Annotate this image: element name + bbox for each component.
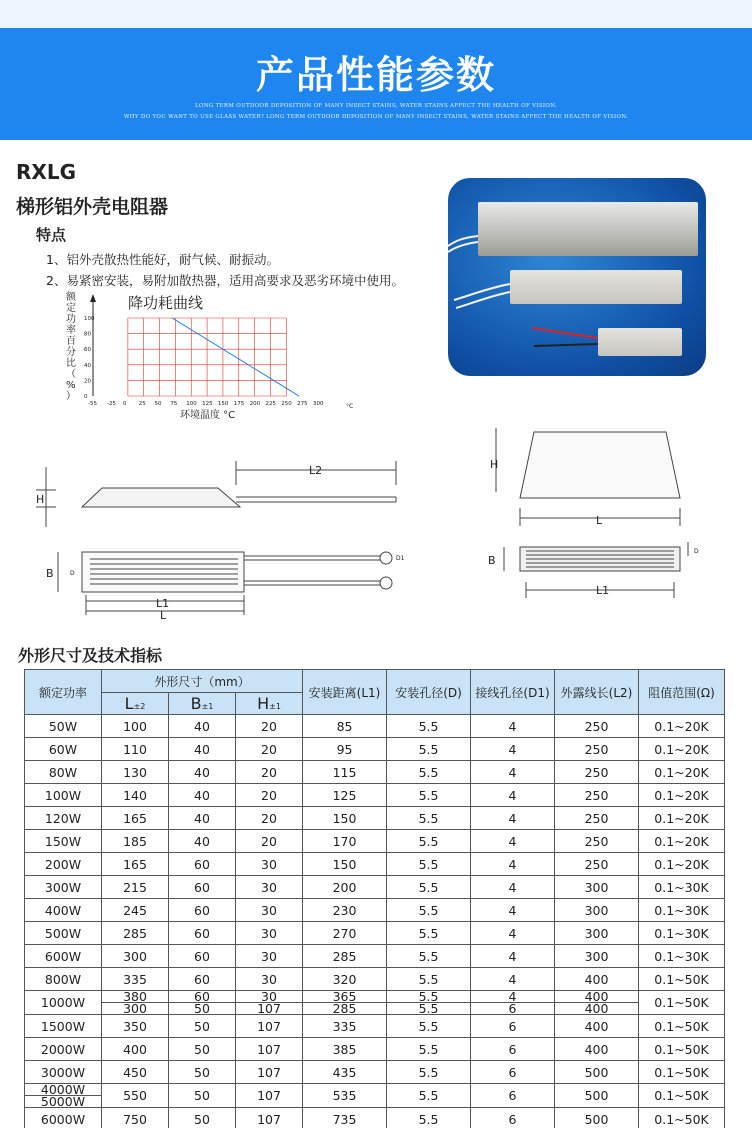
cell-d: 5.5 xyxy=(387,876,471,899)
cell-B: 40 xyxy=(169,761,236,784)
header-b: B±1 xyxy=(169,693,236,715)
header-l: L±2 xyxy=(102,693,169,715)
cell-l1: 320 xyxy=(303,968,387,991)
x-tick-label: 50 xyxy=(154,401,162,407)
cell-d: 5.5 xyxy=(387,1084,471,1108)
cell-d: 5.5 xyxy=(387,830,471,853)
dim-label-l-right: L xyxy=(596,514,603,527)
header-power: 额定功率 xyxy=(25,670,102,715)
product-name: 梯形铝外壳电阻器 xyxy=(16,196,169,218)
cell-L: 335 xyxy=(102,968,169,991)
cell-l2: 250 xyxy=(555,853,639,876)
cell-d1: 4 xyxy=(471,807,555,830)
cell-l1: 95 xyxy=(303,738,387,761)
cell-l1: 150 xyxy=(303,807,387,830)
cell-H: 30 xyxy=(236,876,303,899)
cell-d: 5.5 xyxy=(387,1061,471,1084)
cell-l1: 365 285 xyxy=(303,991,387,1015)
table-row xyxy=(25,1084,725,1108)
cell-L: 165 xyxy=(102,853,169,876)
cell-d: 5.5 xyxy=(387,853,471,876)
cell-l2: 500 xyxy=(555,1061,639,1084)
chart-grid xyxy=(128,318,286,396)
spec-table-title: 外形尺寸及技术指标 xyxy=(18,646,163,665)
cell-l1: 735 xyxy=(303,1108,387,1128)
dim-label-l: L xyxy=(160,609,167,622)
cell-B: 60 xyxy=(169,922,236,945)
cell-H: 107 xyxy=(236,1108,303,1128)
product-model: RXLG xyxy=(16,160,76,184)
cell-l2: 400 xyxy=(555,1038,639,1061)
cell-d1: 6 xyxy=(471,1084,555,1108)
x-tick-label: -25 xyxy=(107,401,116,407)
header-l1: 安装距离(L1) xyxy=(303,670,387,715)
cell-range: 0.1~30K xyxy=(639,899,725,922)
y-tick-label: 40 xyxy=(84,362,91,369)
cell-d: 5.5 xyxy=(387,738,471,761)
cell-d1: 4 xyxy=(471,830,555,853)
cell-B: 60 xyxy=(169,968,236,991)
table-row xyxy=(25,1061,725,1084)
chart-x-label: 环境温度 °C xyxy=(180,410,236,421)
front-dimension-drawing xyxy=(484,420,714,605)
cell-power: 500W xyxy=(25,922,102,945)
cell-d: 5.5 xyxy=(387,715,471,738)
table-row xyxy=(25,968,725,991)
chart-x-unit: °C xyxy=(346,403,354,410)
cell-l1: 385 xyxy=(303,1038,387,1061)
cell-L: 215 xyxy=(102,876,169,899)
cell-H: 20 xyxy=(236,761,303,784)
cell-d: 5.5 xyxy=(387,1108,471,1128)
cell-L: 750 xyxy=(102,1108,169,1128)
x-tick-label: 75 xyxy=(170,401,178,407)
cell-l1: 125 xyxy=(303,784,387,807)
cell-H: 30 xyxy=(236,899,303,922)
cell-l2: 250 xyxy=(555,807,639,830)
cell-B: 60 50 xyxy=(169,991,236,1015)
cell-d1: 4 xyxy=(471,738,555,761)
dim-label-b: B xyxy=(46,567,54,580)
cell-L: 100 xyxy=(102,715,169,738)
cell-l2: 300 xyxy=(555,922,639,945)
dim-label-b-right: B xyxy=(488,554,496,567)
cell-B: 60 xyxy=(169,853,236,876)
cell-d1: 4 xyxy=(471,715,555,738)
cell-range: 0.1~50K xyxy=(639,1015,725,1038)
cell-l1: 170 xyxy=(303,830,387,853)
chart-y-arrow xyxy=(90,294,96,302)
cell-L: 300 xyxy=(102,945,169,968)
cell-range: 0.1~20K xyxy=(639,738,725,761)
cell-l2: 250 xyxy=(555,738,639,761)
cell-H: 20 xyxy=(236,715,303,738)
cell-power: 120W xyxy=(25,807,102,830)
header-h: H±1 xyxy=(236,693,303,715)
cell-B: 60 xyxy=(169,876,236,899)
cell-B: 40 xyxy=(169,738,236,761)
table-row xyxy=(25,761,725,784)
x-tick-label: 300 xyxy=(313,401,324,407)
cell-power: 100W xyxy=(25,784,102,807)
cell-l2: 250 xyxy=(555,761,639,784)
table-row xyxy=(25,899,725,922)
cell-power: 2000W xyxy=(25,1038,102,1061)
cell-d1: 4 xyxy=(471,784,555,807)
cell-d: 5.5 5.5 xyxy=(387,991,471,1015)
x-tick-label: 200 xyxy=(249,401,261,407)
table-row xyxy=(25,1015,725,1038)
table-row xyxy=(25,830,725,853)
cell-l2: 400 xyxy=(555,1015,639,1038)
cell-d1: 4 xyxy=(471,853,555,876)
cell-B: 60 xyxy=(169,945,236,968)
dim-label-h-right: H xyxy=(490,458,499,471)
cell-range: 0.1~20K xyxy=(639,784,725,807)
x-tick-label: 175 xyxy=(233,401,245,407)
features-title: 特点 xyxy=(36,226,67,244)
cell-H: 107 xyxy=(236,1061,303,1084)
dim-label-l1: L1 xyxy=(156,597,170,610)
cell-d1: 4 xyxy=(471,945,555,968)
cell-power: 1500W xyxy=(25,1015,102,1038)
cell-power: 1000W xyxy=(25,991,102,1015)
cell-H: 107 xyxy=(236,1038,303,1061)
header-dims: 外形尺寸（mm） xyxy=(102,670,303,693)
cell-range: 0.1~20K xyxy=(639,715,725,738)
spec-table xyxy=(24,669,725,1128)
cell-d: 5.5 xyxy=(387,922,471,945)
cell-l2: 250 xyxy=(555,784,639,807)
cell-power: 200W xyxy=(25,853,102,876)
cell-d1: 6 xyxy=(471,1061,555,1084)
cell-L: 185 xyxy=(102,830,169,853)
cell-B: 50 xyxy=(169,1108,236,1128)
x-tick-label: -55 xyxy=(88,401,97,407)
cell-range: 0.1~20K xyxy=(639,853,725,876)
header-d1: 接线孔径(D1) xyxy=(471,670,555,715)
feature-item: 1、铝外壳散热性能好，耐气候、耐振动。 xyxy=(46,252,279,267)
cell-l1: 150 xyxy=(303,853,387,876)
cell-power: 50W xyxy=(25,715,102,738)
cell-L: 380 300 xyxy=(102,991,169,1015)
dim-label-l1-right: L1 xyxy=(596,584,610,597)
cell-d: 5.5 xyxy=(387,945,471,968)
cell-power: 300W xyxy=(25,876,102,899)
cell-range: 0.1~20K xyxy=(639,830,725,853)
cell-d1: 6 xyxy=(471,1108,555,1128)
dim-label-d: D xyxy=(70,570,75,577)
cell-range: 0.1~20K xyxy=(639,761,725,784)
cell-B: 50 xyxy=(169,1038,236,1061)
table-row xyxy=(25,853,725,876)
cell-l1: 435 xyxy=(303,1061,387,1084)
cell-d1: 6 xyxy=(471,1038,555,1061)
table-row xyxy=(25,715,725,738)
side-dimension-drawing xyxy=(30,455,420,625)
cell-d: 5.5 xyxy=(387,1015,471,1038)
table-row xyxy=(25,922,725,945)
cell-L: 245 xyxy=(102,899,169,922)
cell-d: 5.5 xyxy=(387,1038,471,1061)
cell-l1: 200 xyxy=(303,876,387,899)
cell-d: 5.5 xyxy=(387,761,471,784)
cell-L: 165 xyxy=(102,807,169,830)
cell-range: 0.1~50K xyxy=(639,1108,725,1128)
cell-l2: 250 xyxy=(555,830,639,853)
dim-label-h: H xyxy=(36,493,45,506)
cell-B: 50 xyxy=(169,1061,236,1084)
x-tick-label: 150 xyxy=(217,401,229,407)
cell-l2: 300 xyxy=(555,945,639,968)
cell-d: 5.5 xyxy=(387,784,471,807)
table-row xyxy=(25,1038,725,1061)
cell-l2: 250 xyxy=(555,715,639,738)
y-tick-label: 80 xyxy=(84,331,91,338)
dim-label-l2: L2 xyxy=(309,464,323,477)
y-tick-label: 100 xyxy=(84,316,95,322)
cell-H: 107 xyxy=(236,1084,303,1108)
cell-d1: 4 xyxy=(471,899,555,922)
x-tick-label: 275 xyxy=(297,401,308,407)
header-l2: 外露线长(L2) xyxy=(555,670,639,715)
cell-range: 0.1~30K xyxy=(639,945,725,968)
cell-l2: 400 400 xyxy=(555,991,639,1015)
cell-power: 150W xyxy=(25,830,102,853)
chart-title: 降功耗曲线 xyxy=(128,294,204,312)
cell-l1: 270 xyxy=(303,922,387,945)
table-row xyxy=(25,991,725,1015)
cell-l1: 285 xyxy=(303,945,387,968)
cell-d: 5.5 xyxy=(387,899,471,922)
cell-d1: 4 xyxy=(471,876,555,899)
banner-top-strip xyxy=(0,0,752,28)
cell-power: 3000W xyxy=(25,1061,102,1084)
cell-range: 0.1~50K xyxy=(639,1038,725,1061)
table-row xyxy=(25,876,725,899)
header-banner xyxy=(0,0,752,140)
cell-B: 40 xyxy=(169,784,236,807)
cell-H: 20 xyxy=(236,830,303,853)
dim-label-d1: D1 xyxy=(396,555,405,562)
cell-power: 6000W xyxy=(25,1108,102,1128)
cell-H: 30 xyxy=(236,945,303,968)
cell-B: 40 xyxy=(169,715,236,738)
cell-range: 0.1~50K xyxy=(639,1061,725,1084)
cell-power: 60W xyxy=(25,738,102,761)
cell-l1: 85 xyxy=(303,715,387,738)
cell-power: 600W xyxy=(25,945,102,968)
y-tick-label: 20 xyxy=(84,378,91,385)
derating-chart xyxy=(58,290,368,425)
y-tick-label: 0 xyxy=(84,394,88,400)
cell-d1: 4 xyxy=(471,761,555,784)
dim-label-d-right: D xyxy=(694,548,699,555)
header-d: 安装孔径(D) xyxy=(387,670,471,715)
cell-B: 50 xyxy=(169,1015,236,1038)
cell-l1: 335 xyxy=(303,1015,387,1038)
cell-l2: 300 xyxy=(555,876,639,899)
banner-subtitle-2: WHY DO YOU WANT TO USE GLASS WATER? LONG TERM OUTDOOR DEPOSITION OF MANY INSECT STAINS, WATER STAINS AFFECT THE HEALTH OF VISION. xyxy=(123,114,629,120)
table-row xyxy=(25,945,725,968)
cell-range: 0.1~30K xyxy=(639,876,725,899)
table-row xyxy=(25,738,725,761)
cell-L: 285 xyxy=(102,922,169,945)
cell-d: 5.5 xyxy=(387,968,471,991)
cell-l2: 500 xyxy=(555,1084,639,1108)
header-range: 阻值范围(Ω) xyxy=(639,670,725,715)
x-tick-label: 225 xyxy=(265,401,276,407)
x-tick-label: 25 xyxy=(138,401,146,407)
x-tick-label: 100 xyxy=(186,401,197,407)
cell-range: 0.1~20K xyxy=(639,807,725,830)
cell-H: 20 xyxy=(236,807,303,830)
cell-L: 550 xyxy=(102,1084,169,1108)
cell-power: 80W xyxy=(25,761,102,784)
table-row xyxy=(25,1108,725,1128)
table-row xyxy=(25,784,725,807)
cell-d: 5.5 xyxy=(387,807,471,830)
cell-d1: 4 xyxy=(471,922,555,945)
cell-H: 30 xyxy=(236,922,303,945)
cell-d1: 6 xyxy=(471,1015,555,1038)
cell-H: 20 xyxy=(236,784,303,807)
cell-range: 0.1~30K xyxy=(639,922,725,945)
cell-range: 0.1~50K xyxy=(639,1084,725,1108)
chart-x-ticks xyxy=(88,401,324,407)
product-photo xyxy=(448,178,706,376)
resistor-wires xyxy=(448,178,706,376)
cell-L: 400 xyxy=(102,1038,169,1061)
x-tick-label: 0 xyxy=(122,401,127,407)
table-row xyxy=(25,807,725,830)
cell-L: 450 xyxy=(102,1061,169,1084)
banner-subtitle-1: LONG TERM OUTDOOR DEPOSITION OF MANY INSECT STAINS, WATER STAINS AFFECT THE HEALTH OF VISION. xyxy=(194,103,558,109)
page-title: 产品性能参数 xyxy=(255,53,496,97)
cell-range: 0.1~50K xyxy=(639,991,725,1015)
cell-l1: 115 xyxy=(303,761,387,784)
cell-d1: 4 6 xyxy=(471,991,555,1015)
cell-L: 350 xyxy=(102,1015,169,1038)
cell-H: 30 107 xyxy=(236,991,303,1015)
cell-B: 40 xyxy=(169,830,236,853)
cell-l2: 500 xyxy=(555,1108,639,1128)
cell-B: 40 xyxy=(169,807,236,830)
cell-L: 110 xyxy=(102,738,169,761)
feature-item: 2、易紧密安装，易附加散热器，适用高要求及恶劣环境中使用。 xyxy=(46,273,404,288)
cell-d1: 4 xyxy=(471,968,555,991)
cell-H: 30 xyxy=(236,968,303,991)
cell-H: 107 xyxy=(236,1015,303,1038)
cell-L: 130 xyxy=(102,761,169,784)
cell-H: 20 xyxy=(236,738,303,761)
y-tick-label: 60 xyxy=(84,347,91,354)
chart-y-label: 额定功率百分比（%） xyxy=(66,292,76,402)
cell-power: 400W xyxy=(25,899,102,922)
cell-l1: 535 xyxy=(303,1084,387,1108)
cell-range: 0.1~50K xyxy=(639,968,725,991)
cell-l2: 400 xyxy=(555,968,639,991)
cell-l1: 230 xyxy=(303,899,387,922)
x-tick-label: 125 xyxy=(202,401,213,407)
cell-B: 50 xyxy=(169,1084,236,1108)
x-tick-label: 250 xyxy=(281,401,292,407)
cell-power: 4000W 5000W xyxy=(25,1084,102,1108)
cell-power: 800W xyxy=(25,968,102,991)
cell-L: 140 xyxy=(102,784,169,807)
cell-H: 30 xyxy=(236,853,303,876)
cell-B: 60 xyxy=(169,899,236,922)
cell-l2: 300 xyxy=(555,899,639,922)
